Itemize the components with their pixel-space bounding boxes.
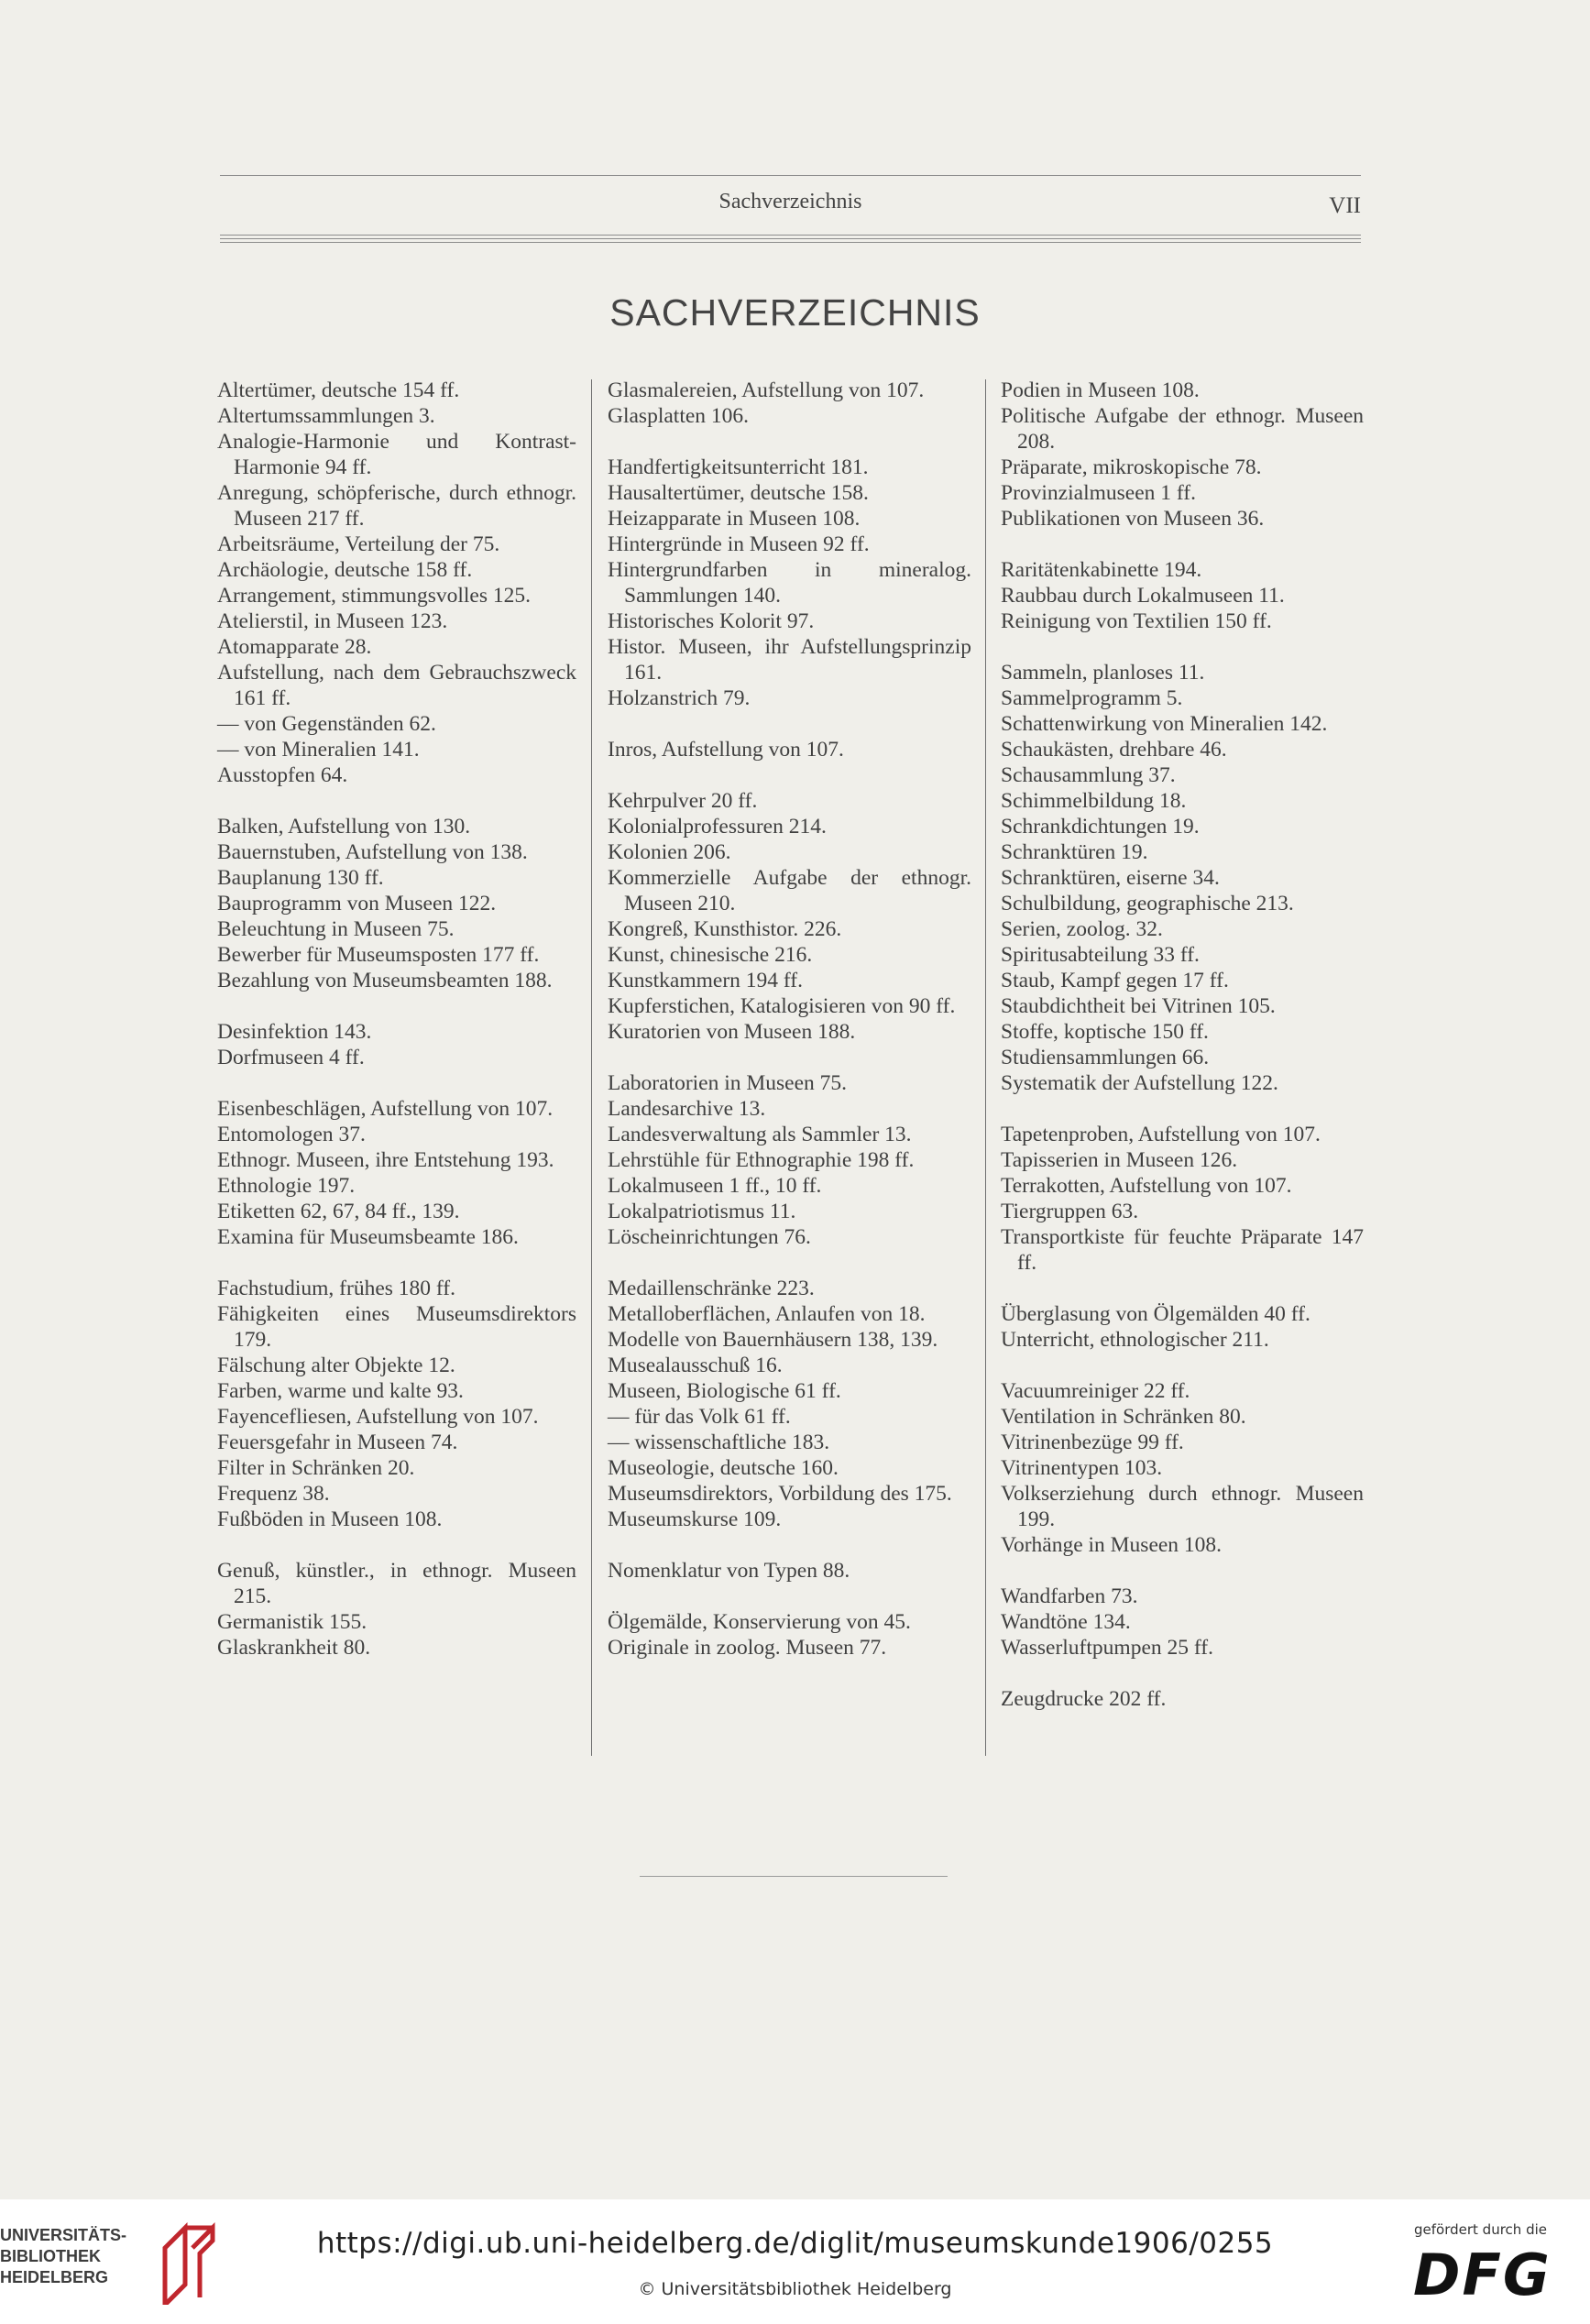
index-entry: Kunstkammern 194 ff. <box>608 969 803 992</box>
entry-gap <box>217 1532 576 1558</box>
index-entry: Museumskurse 109. <box>608 1507 782 1531</box>
index-entry: Museen, Biologische 61 ff. <box>608 1379 841 1403</box>
index-entry: Analogie-Harmonie und Kontrast-Harmonie 94 ff. <box>217 430 576 479</box>
index-entry: Nomenklatur von Typen 88. <box>608 1559 850 1583</box>
index-entry: Löscheinrichtungen 76. <box>608 1225 811 1249</box>
bottom-rule <box>640 1876 948 1877</box>
index-entry: Schranktüren 19. <box>1001 840 1148 864</box>
entry-gap <box>217 993 576 1019</box>
index-entry: Reinigung von Textilien 150 ff. <box>1001 609 1272 633</box>
index-entry: Lokalmuseen 1 ff., 10 ff. <box>608 1174 822 1198</box>
index-entry: Musealausschuß 16. <box>608 1354 783 1377</box>
footer-bar <box>0 2199 1590 2324</box>
index-column-2 <box>608 378 971 1661</box>
index-entry: Vitrinenbezüge 99 ff. <box>1001 1431 1184 1454</box>
entry-gap <box>608 711 971 737</box>
index-entry: Zeugdrucke 202 ff. <box>1001 1687 1167 1711</box>
index-entry: — wissenschaftliche 183. <box>608 1431 830 1454</box>
index-entry: Modelle von Bauernhäusern 138, 139. <box>608 1328 938 1352</box>
index-entry: Spiritusabteilung 33 ff. <box>1001 943 1200 967</box>
index-entry: Sammeln, planloses 11. <box>1001 661 1205 685</box>
entry-gap <box>608 1250 971 1276</box>
entry-gap <box>1001 532 1364 557</box>
index-entry: Fachstudium, frühes 180 ff. <box>217 1277 455 1300</box>
index-entry: Schimmelbildung 18. <box>1001 789 1187 813</box>
index-entry: Museologie, deutsche 160. <box>608 1456 839 1480</box>
index-entry: Podien in Museen 108. <box>1001 378 1200 402</box>
entry-gap <box>1001 634 1364 660</box>
funder-note: gefördert durch die <box>1414 2221 1547 2238</box>
entry-gap <box>1001 1096 1364 1122</box>
index-entry: Fälschung alter Objekte 12. <box>217 1354 455 1377</box>
index-entry: Genuß, künstler., in ethnogr. Museen 215. <box>217 1559 576 1608</box>
index-entry: Staub, Kampf gegen 17 ff. <box>1001 969 1229 992</box>
index-entry: Aufstellung, nach dem Gebrauchszweck 161 ff. <box>217 661 576 710</box>
index-entry: Arbeitsräume, Verteilung der 75. <box>217 532 500 556</box>
entry-gap <box>217 1250 576 1276</box>
index-entry: Kongreß, Kunsthistor. 226. <box>608 917 842 941</box>
index-entry: Sammelprogramm 5. <box>1001 686 1183 710</box>
index-entry: Ethnogr. Museen, ihre Entstehung 193. <box>217 1148 554 1172</box>
index-title: SACHVERZEICHNIS <box>609 291 981 334</box>
dfg-logo: DFG <box>1413 2242 1552 2308</box>
entry-gap <box>1001 1661 1364 1686</box>
permalink-url[interactable]: https://digi.ub.uni-heidelberg.de/diglit/museumskunde1906/0255 <box>316 2227 1274 2260</box>
index-entry: Serien, zoolog. 32. <box>1001 917 1163 941</box>
index-column-1 <box>217 378 576 1661</box>
index-entry: Museumsdirektors, Vorbildung des 175. <box>608 1482 952 1506</box>
index-entry: Atomapparate 28. <box>217 635 372 659</box>
index-entry: Systematik der Aufstellung 122. <box>1001 1071 1278 1095</box>
copyright-notice: © Universitätsbibliothek Heidelberg <box>638 2279 952 2299</box>
index-entry: Schrankdichtungen 19. <box>1001 815 1200 839</box>
index-entry: Überglasung von Ölgemälden 40 ff. <box>1001 1302 1310 1326</box>
index-entry: Schulbildung, geographische 213. <box>1001 892 1294 915</box>
index-entry: Histor. Museen, ihr Aufstellungsprinzip 161. <box>608 635 971 685</box>
index-entry: Provinzialmuseen 1 ff. <box>1001 481 1196 505</box>
index-entry: Hausaltertümer, deutsche 158. <box>608 481 869 505</box>
index-entry: Filter in Schränken 20. <box>217 1456 415 1480</box>
entry-gap <box>1001 1276 1364 1301</box>
index-entry: Politische Aufgabe der ethnogr. Museen 208. <box>1001 404 1364 454</box>
index-entry: Beleuchtung in Museen 75. <box>217 917 455 941</box>
index-entry: Landesarchive 13. <box>608 1097 766 1121</box>
index-entry: Inros, Aufstellung von 107. <box>608 738 844 762</box>
index-entry: Bezahlung von Museumsbeamten 188. <box>217 969 553 992</box>
index-entry: Glasplatten 106. <box>608 404 750 428</box>
index-entry: Schattenwirkung von Mineralien 142. <box>1001 712 1328 736</box>
index-entry: Kolonien 206. <box>608 840 731 864</box>
running-head <box>220 190 1361 226</box>
index-entry: Bauprogramm von Museen 122. <box>217 892 497 915</box>
index-entry: Holzanstrich 79. <box>608 686 751 710</box>
header-rule-1 <box>220 235 1361 236</box>
index-entry: Stoffe, koptische 150 ff. <box>1001 1020 1209 1044</box>
index-entry: Landesverwaltung als Sammler 13. <box>608 1123 912 1146</box>
entry-gap <box>608 1532 971 1558</box>
entry-gap <box>217 1070 576 1096</box>
library-line-3: HEIDELBERG <box>0 2268 109 2286</box>
index-entry: Anregung, schöpferische, durch ethnogr. Museen 217 ff. <box>217 481 576 531</box>
index-entry: Wandtöne 134. <box>1001 1610 1131 1634</box>
index-entry: Kehrpulver 20 ff. <box>608 789 758 813</box>
entry-gap <box>608 1584 971 1609</box>
index-entry: Vacuumreiniger 22 ff. <box>1001 1379 1190 1403</box>
index-entry: Lokalpatriotismus 11. <box>608 1200 796 1223</box>
index-entry: Fähigkeiten eines Museumsdirektors 179. <box>217 1302 576 1352</box>
index-entry: Metalloberflächen, Anlaufen von 18. <box>608 1302 926 1326</box>
index-entry: Ethnologie 197. <box>217 1174 356 1198</box>
index-entry: Eisenbeschlägen, Aufstellung von 107. <box>217 1097 554 1121</box>
index-entry: Laboratorien in Museen 75. <box>608 1071 848 1095</box>
index-entry: Balken, Aufstellung von 130. <box>217 815 471 839</box>
index-entry: Bauplanung 130 ff. <box>217 866 384 890</box>
index-entry: Entomologen 37. <box>217 1123 366 1146</box>
index-entry: Tiergruppen 63. <box>1001 1200 1139 1223</box>
library-line-1: UNIVERSITÄTS- <box>0 2226 127 2244</box>
index-column-3 <box>1001 378 1364 1712</box>
index-entry: Wasserluftpumpen 25 ff. <box>1001 1636 1213 1660</box>
index-entry: Kuratorien von Museen 188. <box>608 1020 856 1044</box>
index-entry: Vorhänge in Museen 108. <box>1001 1533 1223 1557</box>
index-entry: Bewerber für Museumsposten 177 ff. <box>217 943 540 967</box>
top-rule <box>220 175 1361 176</box>
index-entry: Desinfektion 143. <box>217 1020 372 1044</box>
header-rule-3 <box>220 242 1361 243</box>
entry-gap <box>1001 1353 1364 1378</box>
index-entry: Studiensammlungen 66. <box>1001 1046 1210 1069</box>
index-entry: Arrangement, stimmungsvolles 125. <box>217 584 532 608</box>
column-divider-2 <box>985 379 986 1756</box>
index-entry: Bauernstuben, Aufstellung von 138. <box>217 840 528 864</box>
index-entry: Heizapparate in Museen 108. <box>608 507 861 531</box>
index-entry: — von Mineralien 141. <box>217 738 420 762</box>
index-entry: Hintergründe in Museen 92 ff. <box>608 532 870 556</box>
entry-gap <box>608 1045 971 1070</box>
index-entry: Kolonialprofessuren 214. <box>608 815 827 839</box>
index-entry: Staubdichtheit bei Vitrinen 105. <box>1001 994 1276 1018</box>
index-entry: Archäologie, deutsche 158 ff. <box>217 558 473 582</box>
running-title: Sachverzeichnis <box>718 190 862 214</box>
index-entry: Kupferstichen, Katalogisieren von 90 ff. <box>608 994 956 1018</box>
index-entry: Glasmalereien, Aufstellung von 107. <box>608 378 925 402</box>
index-entry: Kommerzielle Aufgabe der ethnogr. Museen 210. <box>608 866 971 915</box>
index-entry: Publikationen von Museen 36. <box>1001 507 1265 531</box>
column-divider-1 <box>591 379 592 1756</box>
index-entry: — für das Volk 61 ff. <box>608 1405 791 1429</box>
entry-gap <box>608 429 971 455</box>
index-entry: Germanistik 155. <box>217 1610 367 1634</box>
index-entry: Frequenz 38. <box>217 1482 330 1506</box>
header-rule-2 <box>220 238 1361 239</box>
index-entry: Unterricht, ethnologischer 211. <box>1001 1328 1269 1352</box>
index-entry: Medaillenschränke 223. <box>608 1277 815 1300</box>
index-entry: Atelierstil, in Museen 123. <box>217 609 448 633</box>
index-entry: Terrakotten, Aufstellung von 107. <box>1001 1174 1292 1198</box>
index-entry: Vitrinentypen 103. <box>1001 1456 1163 1480</box>
index-entry: Ölgemälde, Konservierung von 45. <box>608 1610 911 1634</box>
index-entry: Dorfmuseen 4 ff. <box>217 1046 365 1069</box>
index-entry: Tapetenproben, Aufstellung von 107. <box>1001 1123 1321 1146</box>
index-entry: Etiketten 62, 67, 84 ff., 139. <box>217 1200 460 1223</box>
index-entry: Raubbau durch Lokalmuseen 11. <box>1001 584 1285 608</box>
index-entry: Examina für Museumsbeamte 186. <box>217 1225 519 1249</box>
index-entry: Altertumssammlungen 3. <box>217 404 435 428</box>
index-entry: Hintergrundfarben in mineralog. Sammlungen 140. <box>608 558 971 608</box>
index-entry: Tapisserien in Museen 126. <box>1001 1148 1238 1172</box>
index-entry: Schaukästen, drehbare 46. <box>1001 738 1227 762</box>
entry-gap <box>217 788 576 814</box>
index-entry: Präparate, mikroskopische 78. <box>1001 455 1262 479</box>
index-entry: Fayencefliesen, Aufstellung von 107. <box>217 1405 539 1429</box>
index-entry: Schranktüren, eiserne 34. <box>1001 866 1220 890</box>
entry-gap <box>1001 1558 1364 1584</box>
index-entry: Feuersgefahr in Museen 74. <box>217 1431 458 1454</box>
page-number: VII <box>1329 193 1361 218</box>
index-entry: Raritätenkabinette 194. <box>1001 558 1202 582</box>
library-line-2: BIBLIOTHEK <box>0 2247 101 2265</box>
index-entry: — von Gegenständen 62. <box>217 712 436 736</box>
index-entry: Handfertigkeitsunterricht 181. <box>608 455 869 479</box>
index-entry: Originale in zoolog. Museen 77. <box>608 1636 887 1660</box>
index-entry: Farben, warme und kalte 93. <box>217 1379 464 1403</box>
index-entry: Fußböden in Museen 108. <box>217 1507 443 1531</box>
entry-gap <box>608 762 971 788</box>
index-entry: Glaskrankheit 80. <box>217 1636 371 1660</box>
index-entry: Altertümer, deutsche 154 ff. <box>217 378 460 402</box>
index-entry: Kunst, chinesische 216. <box>608 943 813 967</box>
index-entry: Historisches Kolorit 97. <box>608 609 815 633</box>
index-entry: Transportkiste für feuchte Präparate 147 ff. <box>1001 1225 1364 1275</box>
index-entry: Wandfarben 73. <box>1001 1584 1138 1608</box>
index-entry: Schausammlung 37. <box>1001 763 1176 787</box>
index-entry: Lehrstühle für Ethnographie 198 ff. <box>608 1148 915 1172</box>
index-entry: Ventilation in Schränken 80. <box>1001 1405 1246 1429</box>
index-entry: Volkserziehung durch ethnogr. Museen 199. <box>1001 1482 1364 1531</box>
index-entry: Ausstopfen 64. <box>217 763 348 787</box>
